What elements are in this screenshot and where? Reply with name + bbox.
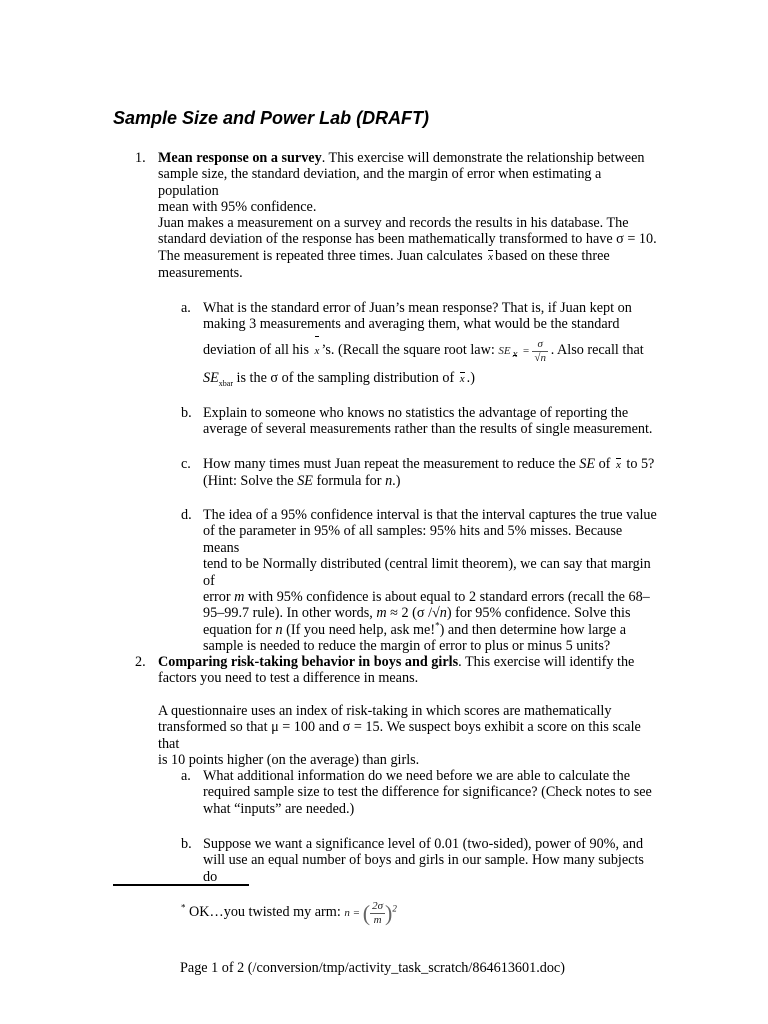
left-paren-icon: ( (362, 900, 371, 926)
denominator: √n (534, 351, 546, 364)
q2a-text (203, 768, 658, 817)
q2-paragraph-2 (158, 703, 658, 769)
q1b-line: Explain to someone who knows no statistics the advantage of reporting the (203, 405, 629, 421)
q1c-line: .) (392, 473, 401, 490)
q2-intro (158, 654, 658, 687)
q1d-line: of the parameter in 95% of all samples: 95% hits and 5% misses. Because means (203, 523, 623, 556)
q2-intro-line: . This exercise will identify the (458, 654, 635, 670)
q2b-text (203, 836, 658, 885)
q1-intro (158, 150, 658, 216)
page-title: Sample Size and Power Lab (DRAFT) (113, 108, 430, 128)
q2-heading: Comparing risk-taking behavior in boys and girls (158, 654, 459, 670)
q1-p2-line: The measurement is repeated three times. Juan calculates (158, 247, 483, 264)
q1c-line: to 5? (626, 456, 655, 472)
se-symbol: SE (297, 473, 313, 490)
q1b-letter: b. (181, 405, 192, 421)
denominator: m (373, 914, 382, 926)
q1c-line: (Hint: Solve the (203, 473, 294, 490)
q2-p2-line: is 10 points higher (on the average) than girls. (158, 752, 420, 769)
q2a-letter: a. (181, 768, 191, 784)
exponent: 2 (392, 903, 397, 914)
q1d-line: with 95% confidence is about equal to 2 standard errors (recall the 68– (247, 589, 650, 606)
q1-heading: Mean response on a survey (158, 150, 322, 166)
q1-p2-line: standard deviation of the response has been mathematically transformed to have σ = 10. (158, 231, 657, 248)
n-symbol: n (439, 605, 447, 622)
footnote-marker: * (435, 620, 440, 631)
q1a-formula-line (203, 334, 658, 367)
q2b-letter: b. (181, 836, 192, 852)
q2-number: 2. (135, 654, 146, 670)
q1d-line: The idea of a 95% confidence interval is that the interval captures the true value (203, 507, 657, 523)
q1-paragraph-2 (158, 215, 658, 282)
footnote-text: OK…you twisted my arm: (189, 904, 341, 921)
q1d-line: ≈ 2 (σ /√ (390, 605, 440, 622)
square-root-law-formula: SE $_x$ = $\frac{\sigma}{√n}$ (498, 337, 546, 364)
q1b-line: average of several measurements rather than the results of single measurement. (203, 421, 653, 438)
q1d-line: tend to be Normally distributed (central limit theorem), we can say that margin of (203, 556, 651, 589)
q2-p2-line: A questionnaire uses an index of risk-taking in which scores are mathematically (158, 703, 612, 719)
xbar-symbol: x (313, 335, 322, 367)
q2-intro-line: factors you need to test a difference in means. (158, 670, 419, 687)
q1c-line: How many times must Juan repeat the measurement to reduce the (203, 456, 576, 472)
q1d-text (203, 507, 658, 655)
q1c-text (203, 456, 658, 490)
footnote-separator (113, 884, 249, 886)
q1a-text (203, 300, 658, 333)
xbar-symbol: x (486, 249, 495, 265)
q1a-line: . Also recall that (550, 342, 644, 358)
q1a-line: is the σ of the sampling distribution of (232, 370, 455, 386)
q1c-letter: c. (181, 456, 191, 472)
se-symbol: SE (579, 456, 596, 472)
q1d-line: (If you need help, ask me! (286, 621, 436, 638)
q1a-line: .) (466, 370, 475, 386)
q1-number: 1. (135, 150, 146, 166)
equals-sign: = (522, 345, 530, 357)
xbar-symbol: x (458, 371, 467, 387)
sigma-over-sqrt-n (532, 338, 548, 365)
q2a-line: required sample size to test the difference for significance? (Check notes to see (203, 784, 652, 801)
footnote-marker: * (181, 902, 186, 913)
numerator: σ (532, 338, 548, 352)
q2a-line: what “inputs” are needed.) (203, 800, 355, 817)
q2b-line: will use an equal number of boys and girls in our sample. How many subjects do (203, 852, 644, 885)
q1-intro-line: . This exercise will demonstrate the relationship between (321, 150, 645, 166)
q1d-line: error (203, 589, 231, 606)
q2b-line: Suppose we want a significance level of 0.01 (two-sided), power of 90%, and (203, 836, 644, 852)
q1d-line: equation for (203, 621, 272, 638)
q1a-line: ’s. (Recall the square root law: (321, 342, 495, 358)
q1d-line: sample is needed to reduce the margin of error to plus or minus 5 units? (203, 638, 611, 655)
q1-intro-line: mean with 95% confidence. (158, 199, 317, 216)
q1-p2-line: based on these three (495, 247, 610, 264)
q1-p2-line: measurements. (158, 265, 243, 282)
m-symbol: m (234, 589, 245, 606)
xbar-symbol: x (614, 457, 623, 473)
q1-p2-line: Juan makes a measurement on a survey and records the results in his database. The (158, 215, 629, 231)
q1a-line-4 (203, 370, 658, 387)
n-symbol: n (385, 473, 393, 490)
q1d-letter: d. (181, 507, 192, 523)
footnote (181, 900, 397, 927)
xbar-subscript: xbar (218, 378, 233, 388)
q1-intro-line: sample size, the standard deviation, and the margin of error when estimating a population (158, 166, 602, 199)
equals-sign: = (352, 907, 360, 920)
two-sigma-over-m (370, 900, 385, 927)
se-symbol: SE (498, 345, 511, 357)
m-symbol: m (376, 605, 387, 622)
q1d-line: ) for 95% confidence. Solve this (446, 605, 631, 622)
right-paren-icon: ) (385, 900, 393, 926)
n-symbol: n (275, 621, 283, 638)
q2a-line: What additional information do we need before we are able to calculate the (203, 768, 631, 784)
se-symbol: SE (203, 370, 219, 386)
q1d-line: 95–99.7 rule). In other words, (203, 605, 373, 622)
n-symbol: n (344, 907, 350, 920)
q1a-letter: a. (181, 300, 191, 316)
q1a-line: What is the standard error of Juan’s mean response? That is, if Juan kept on (203, 300, 632, 316)
numerator: 2σ (372, 900, 384, 912)
q1c-line: formula for (316, 473, 382, 490)
q1a-line: making 3 measurements and averaging them, what would be the standard (203, 316, 620, 333)
page-footer: Page 1 of 2 (/conversion/tmp/activity_task_scratch/864613601.doc) (180, 960, 565, 976)
q1c-line: of (598, 456, 611, 472)
q1b-text (203, 405, 658, 438)
q1d-line: ) and then determine how large a (439, 621, 627, 638)
q1a-line: deviation of all his (203, 342, 309, 358)
q2-p2-line: transformed so that μ = 100 and σ = 15. We suspect boys exhibit a score on this scale that (158, 719, 641, 752)
